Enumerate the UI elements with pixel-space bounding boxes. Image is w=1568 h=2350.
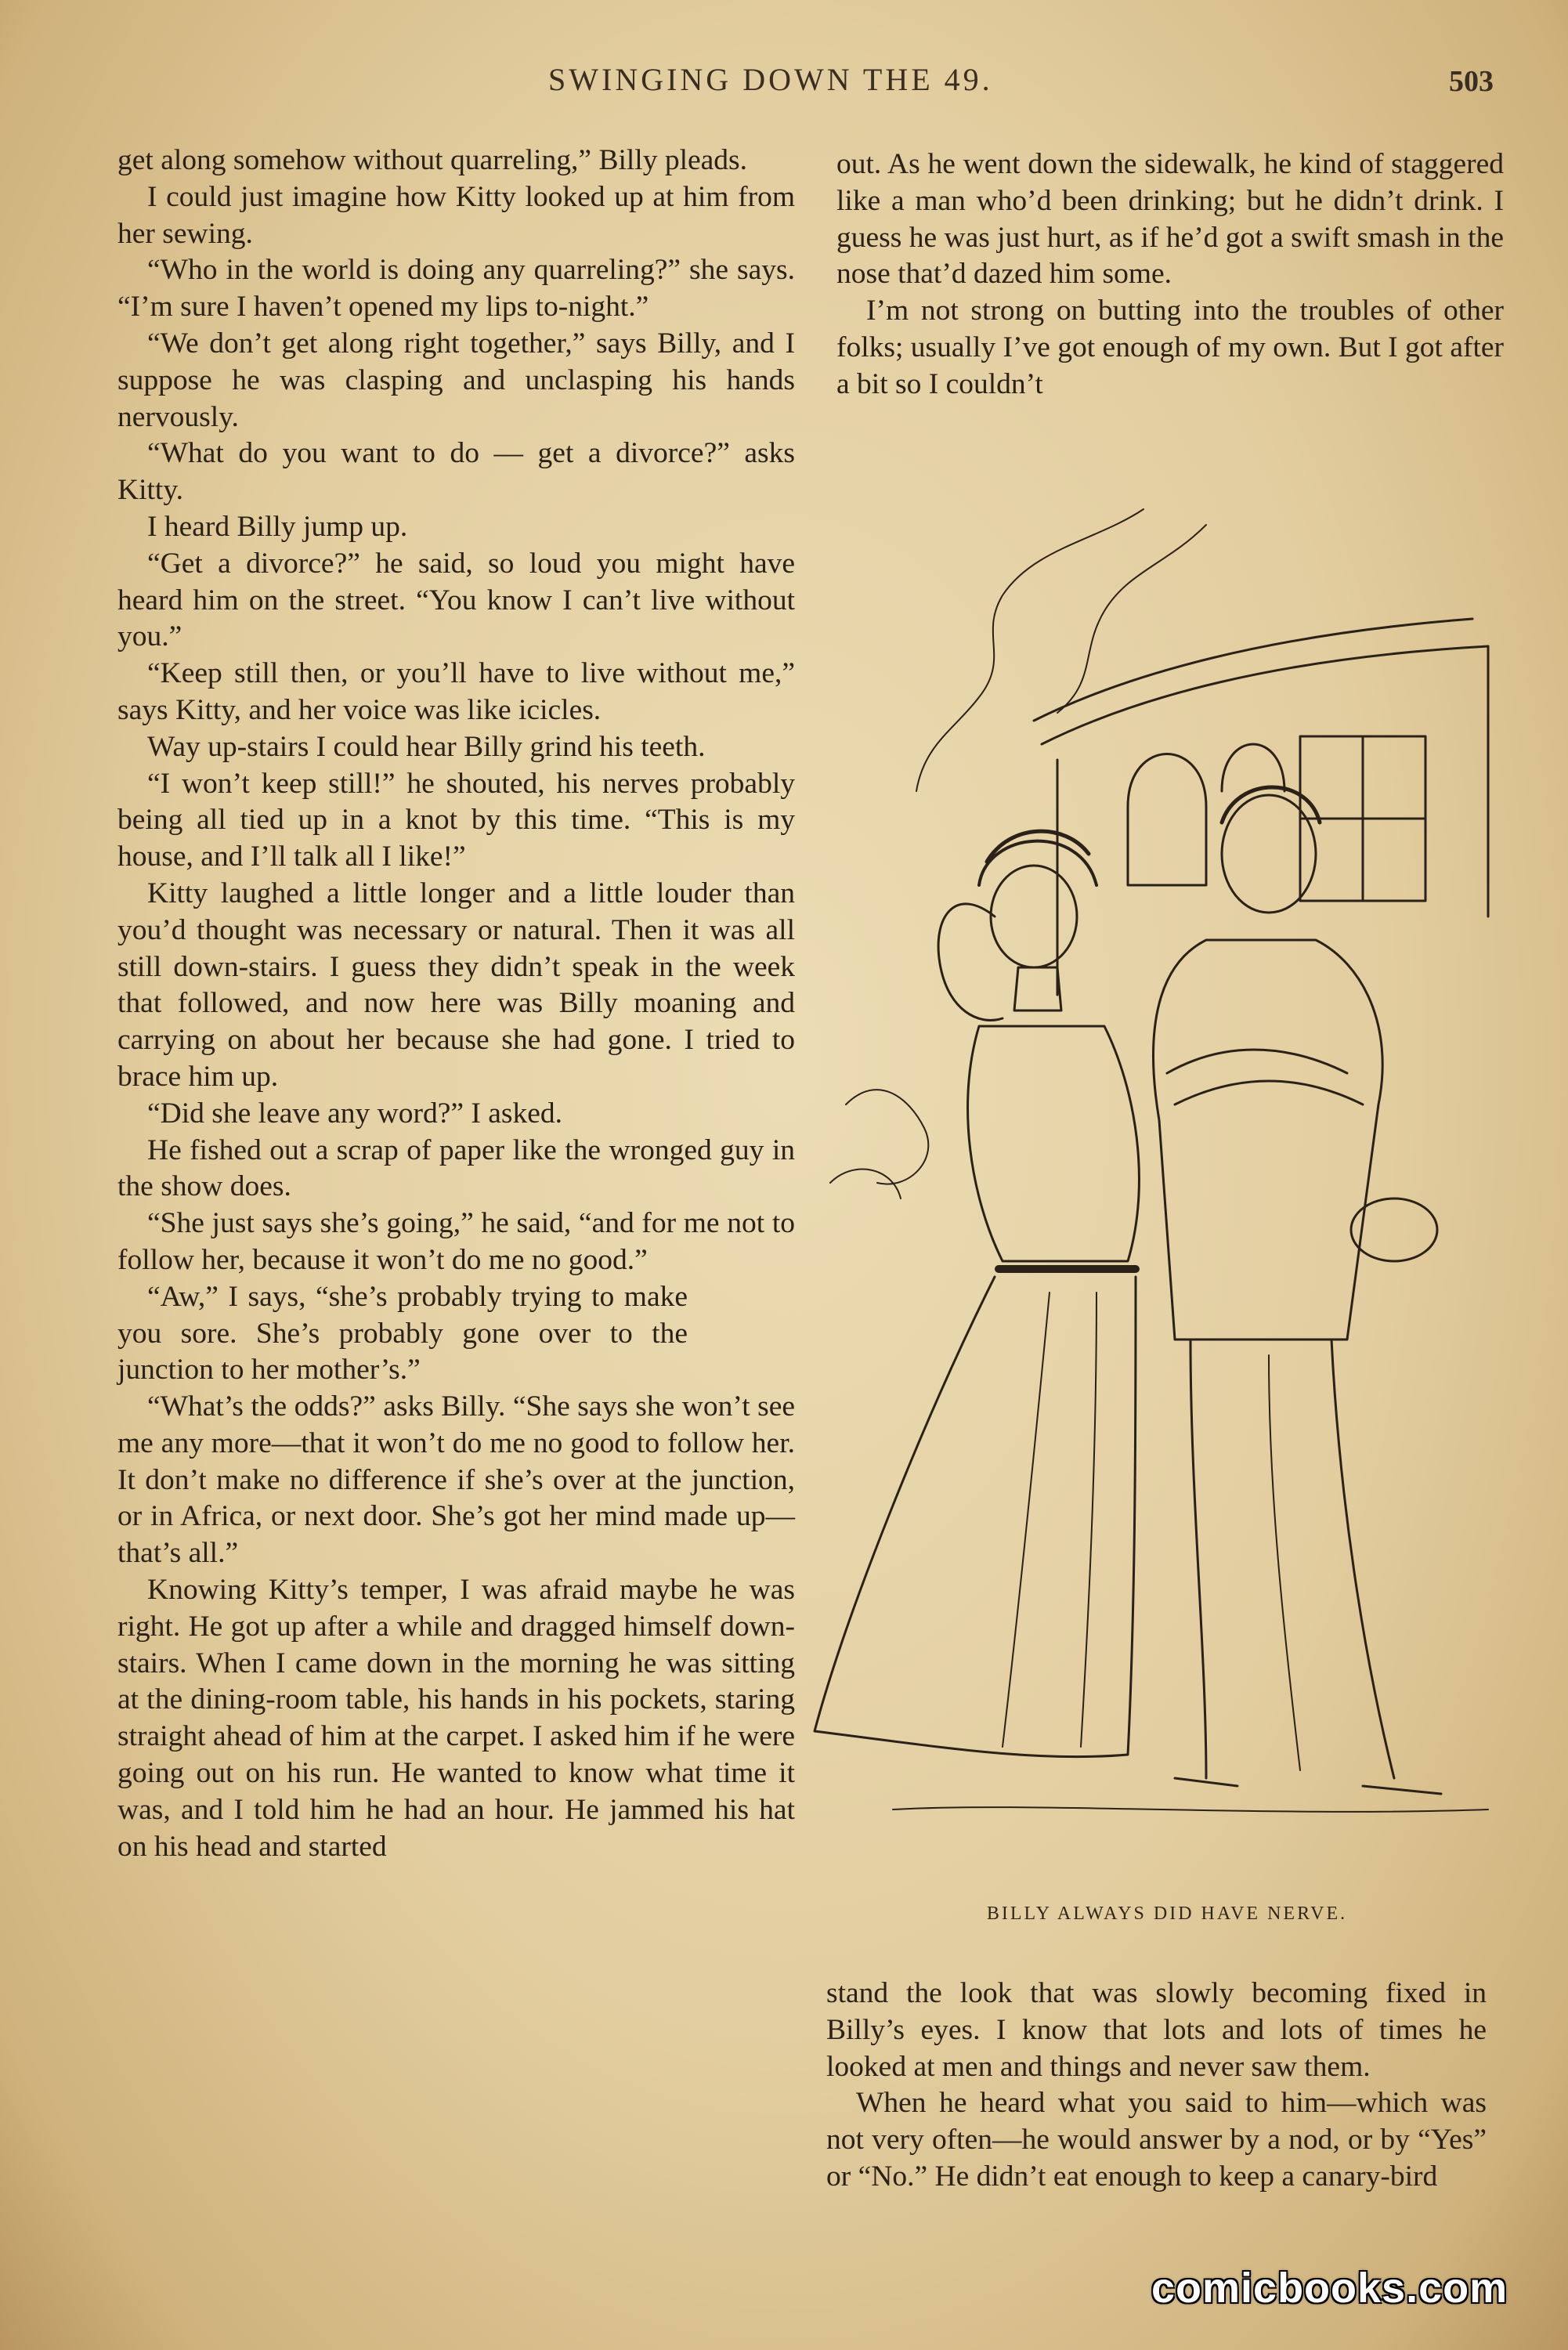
paragraph: I’m not strong on butting into the troubles of other folks; usually I’ve got enough of my own. But I got after a bit so I couldn’t: [836, 295, 1504, 400]
paragraph: “Aw,” I says, “she’s probably trying to make you sore. She’s probably gone over to the junction to her mother’s.”: [117, 1280, 688, 1386]
paragraph: “Keep still then, or you’ll have to live without me,” says Kitty, and her voice was like icicles.: [117, 657, 795, 726]
paragraph: “She just says she’s going,” he said, “and for me not to follow her, because it won’t do me no good.”: [117, 1207, 795, 1276]
paragraph: I could just imagine how Kitty looked up at him from her sewing.: [117, 180, 795, 250]
paragraph: “Get a divorce?” he said, so loud you might have heard him on the street. “You know I can’t live without you.”: [117, 547, 795, 653]
paragraph: “We don’t get along right together,” says Billy, and I suppose he was clasping and unclasping his hands nervously.: [117, 327, 795, 433]
left-text-column: [117, 143, 795, 1865]
watermark: comicbooks.com: [1151, 2265, 1508, 2312]
paragraph: I heard Billy jump up.: [147, 510, 408, 543]
paragraph: Knowing Kitty’s temper, I was afraid maybe he was right. He got up after a while and dragged himself down-stairs. When I came down in the morning he was sitting at the dining-room table, his hands in his pockets, staring straight ahead of him at the carpet. I asked him if he were going out on his run. He wanted to know what time it was, and I told him he had an hour. He jammed his hat on his head and started: [117, 1574, 795, 1863]
illustration-caption: BILLY ALWAYS DID HAVE NERVE.: [986, 1904, 1348, 1924]
running-title: SWINGING DOWN THE 49.: [548, 62, 993, 97]
paragraph: stand the look that was slowly becoming fixed in Billy’s eyes. I know that lots and lots of times he looked at men and things and never saw them.: [826, 1977, 1487, 2083]
paragraph: get along somehow without quarreling,” Billy pleads.: [117, 144, 748, 176]
right-text-column-top: [836, 146, 1504, 403]
paragraph: “I won’t keep still!” he shouted, his nerves probably being all tied up in a knot by this time. “This is my house, and I’ll talk all I like!”: [117, 767, 795, 873]
paragraph: “Did she leave any word?” I asked.: [147, 1097, 562, 1130]
couple-illustration: [799, 478, 1504, 1856]
page-number: 503: [1449, 65, 1494, 98]
paragraph: When he heard what you said to him—which was not very often—he would answer by a nod, or by “Yes” or “No.” He didn’t eat enough to keep a canary-bird: [826, 2087, 1487, 2193]
paragraph: He fished out a scrap of paper like the wronged guy in the show does.: [117, 1133, 795, 1203]
paragraph: Kitty laughed a little longer and a little louder than you’d thought was necessary or natural. Then it was all still down-stairs. I guess they didn’t speak in the week that followed, and now here was Billy moaning and carrying on about her because she had gone. I tried to brace him up.: [117, 877, 795, 1093]
paragraph: “What’s the odds?” asks Billy. “She says she won’t see me any more—that it won’t do me no good to follow her. It don’t make no difference if she’s over at the junction, or in Africa, or next door. She’s got her mind made up—that’s all.”: [117, 1390, 795, 1570]
paragraph: Way up-stairs I could hear Billy grind his teeth.: [147, 730, 706, 763]
page-header: [0, 61, 1568, 116]
right-text-column-bottom: [826, 1976, 1487, 2196]
paragraph: out. As he went down the sidewalk, he kind of staggered like a man who’d been drinking; but he didn’t drink. I guess he was just hurt, as if he’d got a swift smash in the nose that’d dazed him some.: [836, 148, 1504, 291]
paragraph: “What do you want to do — get a divorce?” asks Kitty.: [117, 437, 795, 507]
paragraph: “Who in the world is doing any quarreling?” she says. “I’m sure I haven’t opened my lips to-night.”: [117, 254, 795, 324]
